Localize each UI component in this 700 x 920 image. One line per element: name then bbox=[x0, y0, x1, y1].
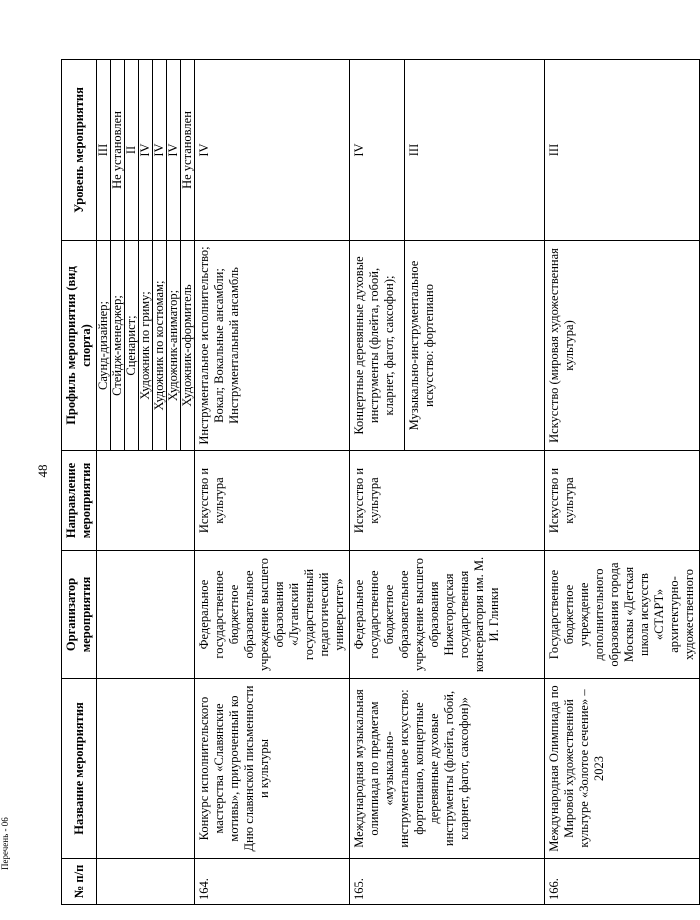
cell-profile: Искусство (мировая художественная культура) bbox=[545, 241, 700, 451]
cell-direction: Искусство и культура bbox=[545, 451, 700, 551]
cell-level: III bbox=[545, 60, 700, 241]
cell-name: Конкурс исполнительского мастерства «Славянские мотивы», приуроченный ко Дню славянской письменности и культуры bbox=[195, 679, 350, 859]
cell-level: Не установлен bbox=[181, 60, 195, 241]
cell-empty bbox=[97, 679, 195, 859]
cell-level: IV bbox=[195, 60, 350, 241]
cell-level: III bbox=[405, 60, 545, 241]
cell-level: II bbox=[125, 60, 139, 241]
cell-profile: Инструментальное исполнительство; Вокал; Вокальные ансамбли; Инструментальный ансамбль bbox=[195, 241, 350, 451]
cell-profile: Художник по гриму; bbox=[139, 241, 153, 451]
rotated-table-container bbox=[61, 60, 696, 905]
page-number: 48 bbox=[35, 464, 50, 478]
cell-profile: Саунд-дизайнер; bbox=[97, 241, 111, 451]
table-header-row bbox=[62, 60, 97, 905]
cell-level: IV bbox=[153, 60, 167, 241]
cell-direction: Искусство и культура bbox=[350, 451, 545, 551]
header-name: Название мероприятия bbox=[62, 679, 97, 859]
cell-profile: Художник-оформитель bbox=[181, 241, 195, 451]
cell-name: Международная Олимпиада по Мировой художественной культуре «Золотое сечение» – 2023 bbox=[545, 679, 700, 859]
header-profile: Профиль мероприятия (вид спорта) bbox=[62, 241, 97, 451]
cell-level: IV bbox=[139, 60, 153, 241]
table-row bbox=[350, 60, 405, 905]
cell-level: IV bbox=[350, 60, 405, 241]
cell-organizer: Федеральное государственное бюджетное образовательное учреждение высшего образования «Луганский государственный педагогический университет» bbox=[195, 551, 350, 679]
cell-organizer: Государственное бюджетное учреждение дополнительного образования города Москвы «Детская школа искусств «СТАРТ» архитектурно-художественного bbox=[545, 551, 700, 679]
events-table bbox=[61, 59, 700, 905]
cell-empty bbox=[97, 859, 195, 905]
cell-name: Международная музыкальная олимпиада по предметам «музыкально-инструментальное искусство: фортепиано, концертные деревянные духовые инструменты (флейта, гобой, кларнет, фагот, саксофон)» bbox=[350, 679, 545, 859]
cell-profile: Музыкально-инструментальное искусство: фортепиано bbox=[405, 241, 545, 451]
cell-profile: Стейдж-менеджер; bbox=[111, 241, 125, 451]
cell-level: Не установлен bbox=[111, 60, 125, 241]
table-row bbox=[545, 60, 700, 905]
cell-profile: Сценарист; bbox=[125, 241, 139, 451]
header-num: № п/п bbox=[62, 859, 97, 905]
table-row bbox=[97, 60, 111, 905]
cell-num: 165. bbox=[350, 859, 545, 905]
table-row bbox=[195, 60, 350, 905]
header-organizer: Организатор мероприятия bbox=[62, 551, 97, 679]
cell-organizer: Федеральное государственное бюджетное образовательное учреждение высшего образования Нижегородская государственная консерватория им. М. И. Глинки bbox=[350, 551, 545, 679]
cell-direction: Искусство и культура bbox=[195, 451, 350, 551]
cell-profile: Концертные деревянные духовые инструменты (флейта, гобой, кларнет, фагот, саксофон); bbox=[350, 241, 405, 451]
cell-num: 164. bbox=[195, 859, 350, 905]
cell-level: III bbox=[97, 60, 111, 241]
cell-profile: Художник по костюмам; bbox=[153, 241, 167, 451]
header-level: Уровень мероприятия bbox=[62, 60, 97, 241]
cell-empty bbox=[97, 551, 195, 679]
header-direction: Направление мероприятия bbox=[62, 451, 97, 551]
page-footer: Перечень - 06 bbox=[0, 817, 10, 870]
cell-level: IV bbox=[167, 60, 181, 241]
cell-profile: Художник-аниматор; bbox=[167, 241, 181, 451]
cell-empty bbox=[97, 451, 195, 551]
cell-num: 166. bbox=[545, 859, 700, 905]
